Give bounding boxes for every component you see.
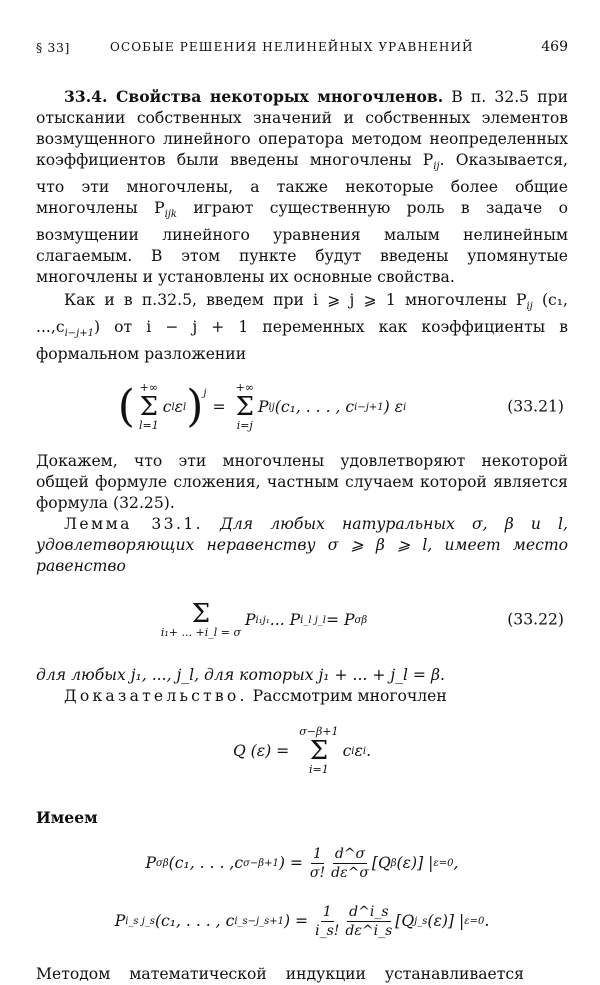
equation-P-sigma-beta: P σβ (c₁, . . . ,c σ−β+1 ) = $\frac{1}{\sigma!}$ $\frac{d\^{}\sigma}{d\varepsilon\^{}\sigma}$ [Q β (ε)] | ε=0 , <box>145 845 459 881</box>
proof-start: Доказательство. Рассмотрим многочлен <box>64 687 447 706</box>
lemma-label: Лемма 33.1. <box>64 515 204 534</box>
equation-P-i-j: P i_s j_s (c₁, . . . , c i_s−j_s+1 ) = $\frac{1}{i\_s!}$ $\frac{d\^{}i\_s}{d\varepsilon\^{}i\_s}$ [Q j_s (ε)] | ε=0 . <box>114 903 490 939</box>
paragraph-claim: Докажем, что эти многочлены удовлетворяют некоторой общей формуле сложения, частным случаем которой является формула (32.25). <box>36 452 568 513</box>
running-header <box>36 40 568 62</box>
equation-number: (33.21) <box>507 397 564 416</box>
page-body <box>36 86 568 985</box>
equation-number: (33.22) <box>507 610 564 629</box>
equation-33-22: Σ i₁+ ... +i_l = σ P i₁j₁ ... P i_l j_l = P σβ (33.22) <box>160 599 564 640</box>
paragraph-definition: Как и в п.32.5, введем при i ⩾ j ⩾ 1 многочлены $P_{ij}$ (c₁, $...,c_{i-j+1}$) от i − j + 1 переменных как коэффициенты в формальном разложении <box>36 291 568 364</box>
proof-label: Доказательство. <box>64 687 248 706</box>
paragraph-condition: для любых j₁, ..., j_l, для которых j₁ + ... + j_l = β. <box>36 666 445 685</box>
section-marker: § 33] <box>36 40 71 55</box>
equation-33-21: ( +∞ Σ l=1 c l ε l ) $^j$ = +∞ Σ i=j P ij (c₁, . . . , c i−j+1 ) ε i (33.21) <box>117 381 564 433</box>
section-heading: 33.4. Свойства некоторых многочленов. <box>64 87 444 106</box>
running-title: ОСОБЫЕ РЕШЕНИЯ НЕЛИНЕЙНЫХ УРАВНЕНИЙ <box>110 40 474 54</box>
paragraph-have: Имеем <box>36 808 98 828</box>
equation-Q: Q (ε) = σ−β+1 Σ i=1 c i ε i . <box>232 725 372 777</box>
paragraph-induction: Методом математической индукции устанавливается <box>36 965 524 984</box>
paragraph-intro: 33.4. Свойства некоторых многочленов. В п. 32.5 при отыскании собственных значений и собственных элементов возмущенного линейного оператора методом неопределенных коэффициентов были введены многочлены $P_{ij}$. Оказывается, что эти многочлены, а также некоторые более общие многочлены $P_{ijk}$ играют существенную роль в задаче о возмущении линейного уравнения малым нелинейным слагаемым. В этом пункте будут введены упомянутые многочлены и установлены их основные свойства. <box>36 87 568 287</box>
lemma-statement: Лемма 33.1. Для любых натуральных σ, β и l, удовлетворяющих неравенству σ ⩾ β ⩾ l, имеет место равенство <box>36 515 568 576</box>
page-number: 469 <box>541 39 568 55</box>
